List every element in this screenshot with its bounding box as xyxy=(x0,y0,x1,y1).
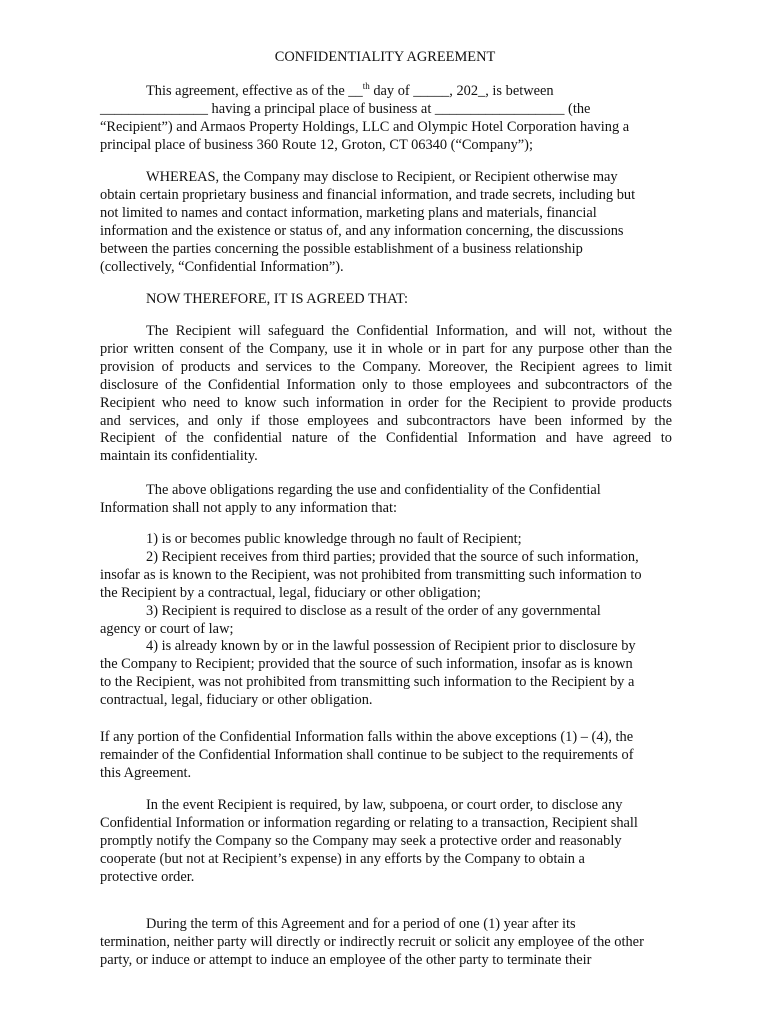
remainder-line: this Agreement. xyxy=(100,764,192,781)
term-line: termination, neither party will directly or indirectly recruit or solicit any employee of the other xyxy=(100,933,644,950)
obligations-line: Information shall not apply to any information that: xyxy=(100,499,397,516)
intro-line-3: “Recipient”) and Armaos Property Holdings, LLC and Olympic Hotel Corporation having a xyxy=(100,118,630,135)
exception-item-3-cont: agency or court of law; xyxy=(100,620,234,637)
term-line: party, or induce or attempt to induce an employee of the other party to terminate their xyxy=(100,951,592,968)
intro-paragraph xyxy=(100,83,672,155)
whereas-paragraph xyxy=(100,169,672,276)
remainder-paragraph xyxy=(100,729,672,783)
safeguard-line: Recipient who need to know such information in order for the Recipient to provide products xyxy=(100,394,672,411)
whereas-line: obtain certain proprietary business and financial information, and trade secrets, including but xyxy=(100,186,636,203)
whereas-line: (collectively, “Confidential Information”). xyxy=(100,258,344,275)
document-title: CONFIDENTIALITY AGREEMENT xyxy=(274,49,496,65)
intro-line-1: This agreement, effective as of the __$^{th}$ day of _____, 202_, is between xyxy=(146,81,554,99)
exception-item-4-cont: the Company to Recipient; provided that the source of such information, insofar as is known xyxy=(100,656,633,673)
exception-item-2: 2) Recipient receives from third parties; provided that the source of such information, xyxy=(146,548,639,565)
whereas-line: between the parties concerning the possible establishment of a business relationship xyxy=(100,240,583,257)
safeguard-line: prior written consent of the Company, use it in whole or in part for any purpose other than the xyxy=(100,340,672,357)
exception-item-2-cont: insofar as is known to the Recipient, was not prohibited from transmitting such information to xyxy=(100,566,642,583)
obligations-paragraph xyxy=(100,482,672,518)
intro-line-4: principal place of business 360 Route 12, Groton, CT 06340 (“Company”); xyxy=(100,136,533,153)
now-therefore-heading: NOW THEREFORE, IT IS AGREED THAT: xyxy=(146,291,409,307)
event-line: protective order. xyxy=(100,868,195,885)
whereas-line: not limited to names and contact information, marketing plans and materials, financial xyxy=(100,204,597,221)
exception-item-1: 1) is or becomes public knowledge through no fault of Recipient; xyxy=(146,531,522,547)
exception-item-2-cont: the Recipient by a contractual, legal, fiduciary or other obligation; xyxy=(100,584,481,601)
event-paragraph xyxy=(100,797,672,887)
safeguard-line: and services, and only if those employees and subcontractors have been informed by the xyxy=(100,412,672,429)
exception-item-4-cont: to the Recipient, was not prohibited from transmitting such information to the Recipient by a xyxy=(100,674,635,691)
whereas-line: information and the existence or status of, and any information concerning, the discussions xyxy=(100,222,624,239)
intro-line-2: _______________ having a principal place of business at __________________ (the xyxy=(100,100,591,117)
obligations-line: The above obligations regarding the use and confidentiality of the Confidential xyxy=(146,482,601,498)
safeguard-line: provision of products and services to the Company. Moreover, the Recipient agrees to limit xyxy=(100,358,672,375)
exceptions-list xyxy=(100,531,672,710)
term-paragraph xyxy=(100,916,672,970)
safeguard-line: The Recipient will safeguard the Confidential Information, and will not, without the xyxy=(146,323,672,339)
safeguard-paragraph xyxy=(100,323,672,466)
remainder-line: If any portion of the Confidential Information falls within the above exceptions (1) – (4), the xyxy=(100,729,634,745)
safeguard-line: disclosure of the Confidential Information only to those employees and subcontractors of the xyxy=(100,376,672,393)
remainder-line: remainder of the Confidential Information shall continue to be subject to the requirements of xyxy=(100,746,634,763)
event-line: Confidential Information or information regarding or relating to a transaction, Recipient shall xyxy=(100,814,638,831)
exception-item-4: 4) is already known by or in the lawful possession of Recipient prior to disclosure by xyxy=(146,638,636,655)
term-line: During the term of this Agreement and for a period of one (1) year after its xyxy=(146,916,576,932)
event-line: promptly notify the Company so the Company may seek a protective order and reasonably xyxy=(100,832,622,849)
exception-item-3: 3) Recipient is required to disclose as a result of the order of any governmental xyxy=(146,602,601,619)
event-line: In the event Recipient is required, by law, subpoena, or court order, to disclose any xyxy=(146,797,623,813)
safeguard-line: maintain its confidentiality. xyxy=(100,448,258,465)
whereas-line: WHEREAS, the Company may disclose to Recipient, or Recipient otherwise may xyxy=(146,169,618,185)
safeguard-line: Recipient of the confidential nature of the Confidential Information and have agreed to xyxy=(100,430,672,447)
exception-item-4-cont: contractual, legal, fiduciary or other obligation. xyxy=(100,692,373,709)
event-line: cooperate (but not at Recipient’s expense) in any efforts by the Company to obtain a xyxy=(100,850,585,867)
